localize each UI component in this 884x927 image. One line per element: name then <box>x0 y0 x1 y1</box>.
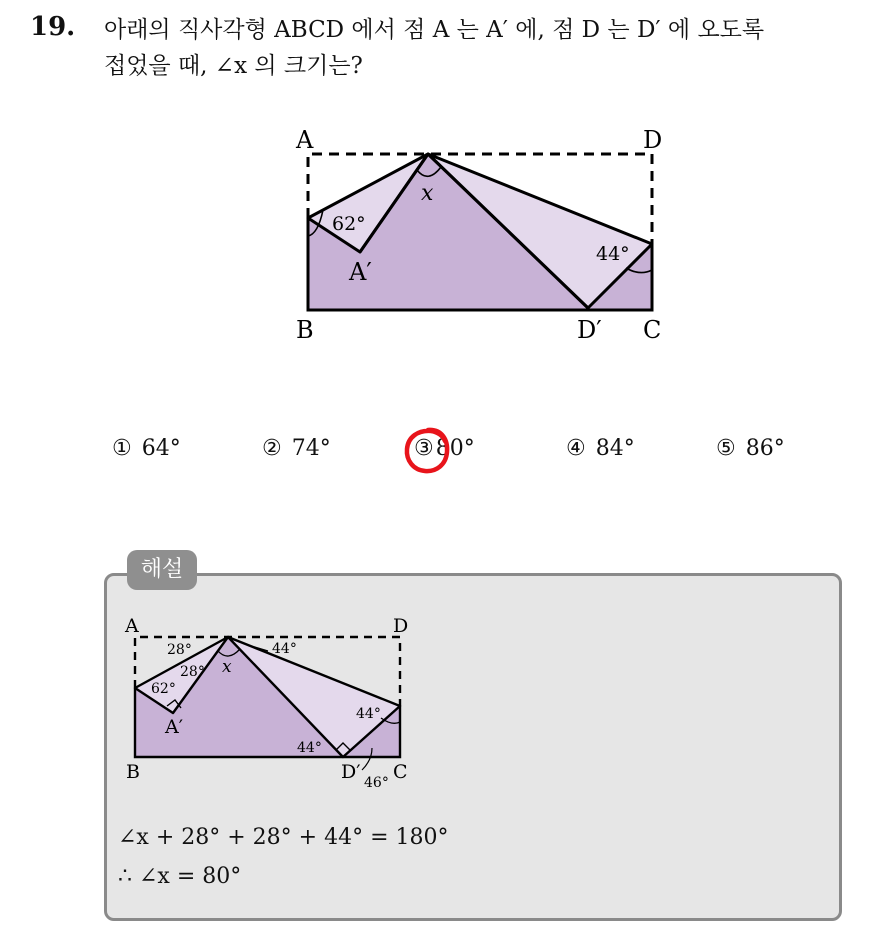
sol-angle-46: 46° <box>364 775 389 791</box>
solution-figure <box>0 605 884 805</box>
choice-5[interactable] <box>716 436 785 461</box>
question-text <box>104 12 864 84</box>
sol-label-A: A <box>125 615 139 637</box>
choice-1[interactable] <box>112 436 181 461</box>
sol-label-C: C <box>393 761 408 783</box>
label-angle-44: 44° <box>596 243 630 265</box>
main-figure <box>0 110 884 470</box>
choice-3-value: 80° <box>435 436 475 461</box>
sol-angle-44-bottom: 44° <box>297 740 322 756</box>
label-A-prime: A′ <box>349 258 372 286</box>
label-D: D <box>643 126 663 154</box>
label-angle-62: 62° <box>332 213 366 235</box>
sol-label-B: B <box>126 761 140 783</box>
choice-5-mark: ⑤ <box>716 436 736 461</box>
question-line-1: 아래의 직사각형 ABCD 에서 점 A 는 A′ 에, 점 D 는 D′ 에 오도록 <box>104 17 765 43</box>
choice-2[interactable] <box>262 436 331 461</box>
sol-label-D: D <box>393 615 409 637</box>
sol-angle-28-first: 28° <box>167 642 192 658</box>
sol-angle-44-right: 44° <box>356 706 381 722</box>
sol-label-x: x <box>222 657 232 677</box>
label-C: C <box>643 316 662 344</box>
choice-1-value: 64° <box>141 436 181 461</box>
solution-equation-1: ∠x + 28° + 28° + 44° = 180° <box>118 825 449 850</box>
choice-4[interactable] <box>566 436 635 461</box>
choice-2-value: 74° <box>291 436 331 461</box>
choice-1-mark: ① <box>112 436 132 461</box>
sol-angle-28-second: 28° <box>180 664 205 680</box>
answer-circle-mark <box>398 422 458 482</box>
choice-3-mark: ③ <box>414 436 434 461</box>
solution-equation-2: ∴ ∠x = 80° <box>118 864 242 889</box>
label-D-prime: D′ <box>577 316 602 344</box>
sol-angle-44-top: 44° <box>272 641 297 657</box>
sol-angle-62: 62° <box>151 681 176 697</box>
label-A: A <box>296 126 314 154</box>
sol-label-A-prime: A′ <box>165 716 184 738</box>
choice-4-mark: ④ <box>566 436 586 461</box>
label-B: B <box>296 316 314 344</box>
question-number: 19. <box>30 12 76 42</box>
sol-label-D-prime: D′ <box>341 761 361 783</box>
choice-4-value: 84° <box>595 436 635 461</box>
choice-2-mark: ② <box>262 436 282 461</box>
question-line-2: 접었을 때, ∠x 의 크기는? <box>104 53 363 79</box>
solution-tag: 해설 <box>127 550 197 590</box>
label-x: x <box>421 181 434 206</box>
choice-5-value: 86° <box>745 436 785 461</box>
